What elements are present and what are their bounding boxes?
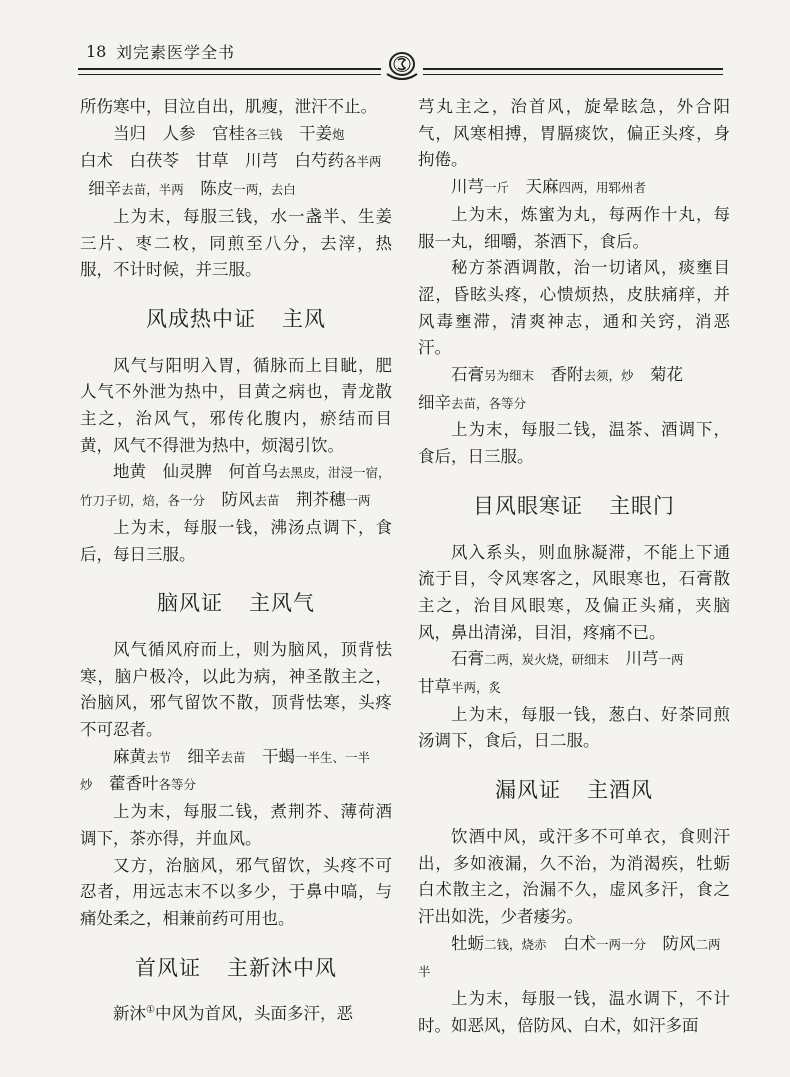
herb: 川芎 bbox=[245, 151, 278, 171]
formula-ingredients bbox=[80, 459, 392, 514]
herb-note: 去苗，各等分 bbox=[451, 395, 527, 411]
herb: 天麻 bbox=[525, 177, 559, 197]
herb-note: 去节 bbox=[146, 749, 172, 765]
herb-note: 去苗，半两 bbox=[121, 182, 184, 198]
herb: 甘草 bbox=[418, 677, 451, 697]
herb: 人参 bbox=[162, 123, 196, 143]
herb-note: 一两 bbox=[345, 493, 371, 509]
paragraph: 上为末，每服三钱，水一盏半、生姜三片、枣二枚，同煎至八分，去滓，热服，不计时候，并三服。 bbox=[80, 206, 392, 280]
herb-note: 二两半 bbox=[418, 936, 721, 980]
section-heading: 风成热中证 主风 bbox=[146, 306, 326, 331]
herb: 石膏 bbox=[451, 649, 484, 669]
page-number: 18 bbox=[86, 42, 107, 61]
herb-note: 一两一分 bbox=[596, 936, 647, 952]
section-heading: 首风证 主新沐中风 bbox=[135, 955, 337, 980]
herb: 何首乌 bbox=[228, 462, 278, 482]
herb: 菊花 bbox=[650, 365, 684, 385]
herb: 白术 bbox=[563, 933, 597, 953]
herb-note: 去苗 bbox=[220, 749, 246, 765]
herb-note: 一斤 bbox=[484, 180, 510, 196]
section-heading: 目风眼寒证 主眼门 bbox=[473, 493, 675, 518]
left-column bbox=[80, 94, 392, 1028]
herb-note: 四两，用郓州者 bbox=[558, 180, 647, 196]
paragraph: 上为末，每服一钱，葱白、好茶同煎汤调下，食后，日二服。 bbox=[418, 704, 730, 751]
herb: 石膏 bbox=[451, 365, 484, 385]
herb-note: 一半生、一半炒 bbox=[80, 749, 371, 793]
herb-note: 另为细末 bbox=[484, 368, 535, 384]
herb: 白芍药 bbox=[294, 151, 344, 171]
herb: 川芎 bbox=[451, 177, 484, 197]
publisher-emblem-icon bbox=[381, 50, 423, 84]
herb: 川芎 bbox=[625, 649, 659, 669]
herb: 麻黄 bbox=[113, 746, 146, 766]
herb: 官桂 bbox=[212, 123, 245, 143]
herb: 防风 bbox=[221, 490, 255, 510]
herb-note: 二钱，烧赤 bbox=[484, 936, 547, 952]
herb: 干蝎 bbox=[262, 746, 296, 766]
formula-ingredients bbox=[80, 744, 392, 799]
paragraph: 上为末，每服二钱，煮荆芥、薄荷酒调下，茶亦得，并血风。 bbox=[80, 802, 392, 848]
formula-ingredients bbox=[418, 931, 730, 986]
formula-ingredients bbox=[418, 362, 730, 390]
herb: 荆芥穗 bbox=[296, 490, 346, 510]
herb: 地黄 bbox=[113, 462, 146, 482]
herb: 防风 bbox=[662, 933, 696, 953]
formula-ingredients bbox=[418, 646, 730, 674]
paragraph: 又方，治脑风，邪气留饮，头疼不可忍者，用远志末不以多少，于鼻中嗃，与痛处柔之，相兼前药可用也。 bbox=[80, 855, 392, 928]
paragraph: 风气循风府而上，则为脑风，顶背怯寒，脑户极冷，以此为病，神圣散主之，治脑风，邪气留饮不散，顶背怯寒，头疼不可忍者。 bbox=[80, 639, 392, 740]
herb: 干姜 bbox=[299, 123, 333, 143]
herb: 陈皮 bbox=[200, 179, 234, 199]
herb: 细辛 bbox=[187, 746, 221, 766]
herb-note: 一两 bbox=[658, 652, 684, 668]
section-heading: 漏风证 主酒风 bbox=[495, 778, 653, 803]
herb: 仙灵脾 bbox=[162, 462, 212, 482]
herb-note: 去黑皮，泔浸一宿，竹刀子切，焙，各一分 bbox=[80, 465, 391, 509]
herb: 白茯苓 bbox=[129, 151, 179, 171]
herb-note: 一两，去白 bbox=[233, 182, 296, 198]
footnote-marker: ① bbox=[146, 1004, 155, 1016]
formula-ingredients bbox=[80, 121, 392, 149]
paragraph: 上为末，每服二钱，温茶、酒调下，食后，日三服。 bbox=[418, 420, 730, 467]
section-heading: 脑风证 主风气 bbox=[157, 591, 315, 616]
paragraph: 上为末，每服一钱，温水调下，不计时。如恶风，倍防风、白术，如汗多面 bbox=[418, 989, 730, 1035]
herb-note: 各半两 bbox=[344, 154, 382, 170]
paragraph: 芎丸主之，治首风，旋晕眩急，外合阳气，风寒相搏，胃膈痰饮，偏正头疼，身拘倦。 bbox=[418, 97, 730, 170]
paragraph: 所伤寒中，目泣自出，肌瘦，泄汗不止。 bbox=[80, 97, 377, 116]
herb-note: 各等分 bbox=[158, 777, 197, 793]
paragraph: 上为末，炼蜜为丸，每两作十丸，每服一丸，细嚼，茶酒下，食后。 bbox=[418, 204, 730, 251]
herb: 白术 bbox=[80, 151, 113, 171]
formula-ingredients bbox=[418, 674, 730, 702]
paragraph: 风入系头，则血脉凝滞，不能上下通流于目，令风寒客之，风眼寒也，石膏散主之，治目风眼寒，及偏正头痛，夹脑风，鼻出清涕，目泪，疼痛不已。 bbox=[418, 542, 730, 642]
herb-note: 二两，炭火烧，研细末 bbox=[484, 652, 610, 668]
paragraph: 风气与阳明入胃，循脉而上目眦，肥人气不外泄为热中，目黄之病也，青龙散主之，治风气，邪传化腹内，瘀结而目黄，风气不得泄为热中，烦渴引饮。 bbox=[80, 355, 392, 455]
herb: 细辛 bbox=[418, 392, 451, 412]
herb: 甘草 bbox=[195, 151, 229, 171]
herb: 藿香叶 bbox=[109, 774, 159, 794]
paragraph: 秘方茶酒调散，治一切诸风，痰壅目涩，昏眩头疼，心愦烦热，皮肤痛痒，并风毒壅滞，清爽神志，通和关窍，消恶汗。 bbox=[418, 258, 730, 358]
formula-ingredients bbox=[418, 174, 730, 202]
formula-ingredients bbox=[80, 148, 392, 203]
herb: 当归 bbox=[113, 123, 146, 143]
herb: 细辛 bbox=[88, 179, 122, 199]
running-title: 刘完素医学全书 bbox=[116, 43, 236, 62]
paragraph: 新沐①中风为首风，头面多汗，恶 bbox=[113, 1004, 353, 1024]
right-column bbox=[418, 94, 730, 1040]
paragraph: 饮酒中风，或汗多不可单衣，食则汗出，多如液漏，久不治，为消渴疾，牡蛎白术散主之，治漏不久，虚风多汗，食之汗出如洗，少者痿劣。 bbox=[418, 826, 730, 926]
herb-note: 去须，炒 bbox=[583, 368, 634, 384]
herb: 香附 bbox=[550, 365, 584, 385]
herb-note: 去苗 bbox=[254, 493, 280, 509]
herb: 牡蛎 bbox=[451, 933, 484, 953]
herb-note: 半两，炙 bbox=[451, 680, 502, 696]
paragraph: 上为末，每服一钱，沸汤点调下，食后，每日三服。 bbox=[80, 517, 392, 564]
herb-note: 各三钱 bbox=[245, 126, 283, 142]
herb-note: 炮 bbox=[332, 126, 345, 142]
formula-ingredients bbox=[418, 390, 730, 418]
